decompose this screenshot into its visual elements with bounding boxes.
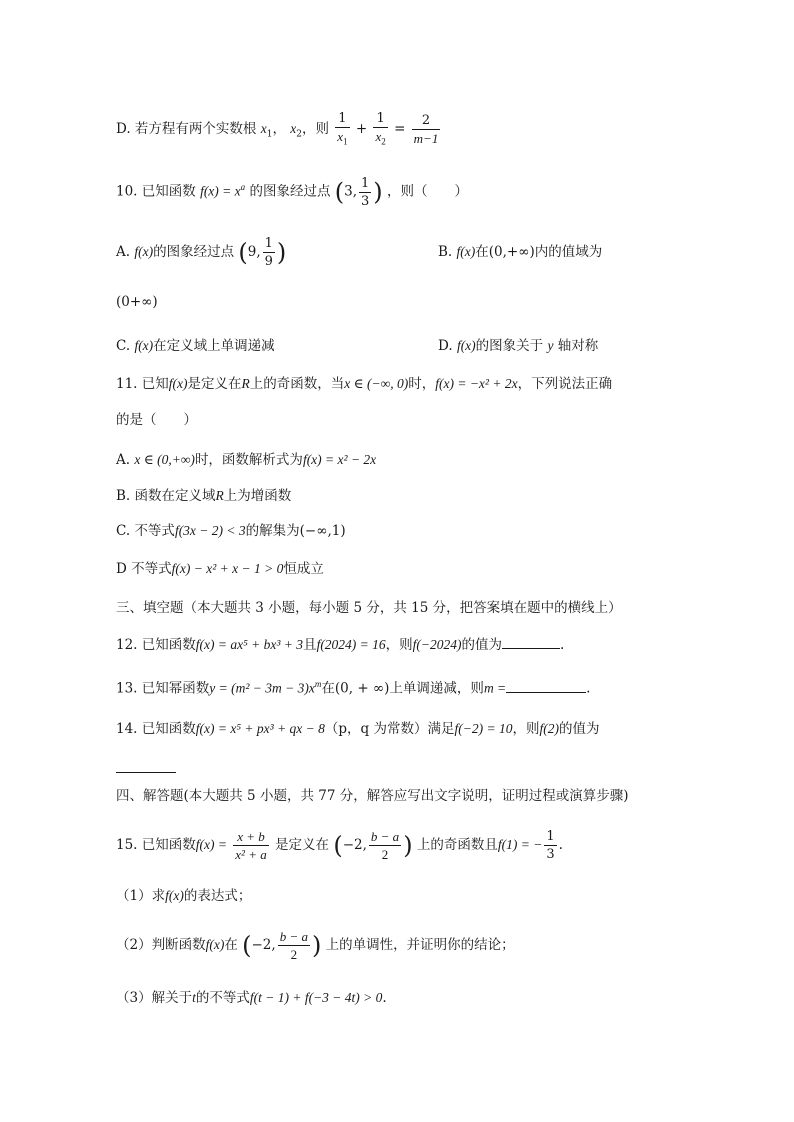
q11-b: 是定义在 [187, 376, 242, 392]
q15-paren-r: ) [403, 831, 413, 860]
q15-p2-int-den: 2 [278, 945, 310, 961]
q9d-frac2-den [373, 127, 387, 147]
q11-option-a [116, 449, 376, 471]
q15-p3-label: （3）解关于 [116, 990, 193, 1006]
q14-answer-blank[interactable] [116, 772, 176, 773]
q11-expr: f(x) = −x² + 2x [435, 376, 518, 391]
q12 [116, 634, 564, 656]
q11-c-text1: 不等式 [134, 523, 175, 539]
q10-a-den: 9 [264, 254, 273, 269]
q11-line2 [116, 409, 197, 431]
q15-stem [116, 828, 563, 863]
q9d-eq: = [394, 120, 406, 137]
q10-c-func: f(x) [134, 338, 154, 353]
q10-mid: 的图象经过点 [249, 183, 331, 200]
q15-cond-frac [544, 830, 556, 861]
q10-c-label: C. [116, 338, 131, 354]
q9d-frac1-den-var: x [337, 129, 344, 144]
q11-a: 11. 已知 [116, 376, 169, 392]
q10-a-func: f(x) [134, 244, 154, 259]
q10-tail: ，则（ ） [386, 183, 468, 200]
q10-paren-l: ( [334, 178, 345, 206]
q14-cond: f(−2) = 10 [454, 721, 513, 736]
q13-ask: m = [483, 680, 507, 696]
q15-paren-l: ( [333, 831, 343, 860]
q9d-frac1 [335, 112, 349, 147]
q10-pt-num: 1 [361, 175, 370, 191]
q12-expr: f(x) = ax⁵ + bx³ + 3 [195, 637, 304, 652]
q11-d: 时， [408, 376, 436, 392]
q15-p2-text1: 在 [224, 937, 238, 953]
q10-b-func: f(x) [456, 244, 476, 259]
q10-a-num: 1 [264, 236, 273, 251]
q9d-sub2: 2 [296, 129, 302, 140]
q10-d-text1: 的图象关于 [475, 338, 544, 354]
q15-p2-paren-r: ) [311, 931, 322, 960]
q10-func: f(x) = x [200, 183, 241, 199]
q14-c: ，则 [512, 721, 540, 737]
q15-cond-den: 3 [546, 847, 555, 862]
q15-p2-func: f(x) [205, 937, 225, 952]
q13-expr-x: x [308, 680, 315, 696]
q9d-x2: x [290, 120, 297, 136]
q9d-comma: ， [272, 120, 286, 137]
q10-pt-den: 3 [361, 193, 370, 209]
q15-cond: f(1) = − [497, 837, 543, 852]
q15-p2-paren-l: ( [242, 931, 252, 960]
q14 [116, 718, 599, 740]
q9-option-d [116, 112, 442, 149]
q13 [116, 673, 590, 700]
q14-expr: f(x) = x⁵ + px³ + qx − 8 [195, 721, 325, 736]
q11-d-label: D [116, 561, 127, 577]
q9d-prefix: D. 若方程有两个实数根 [116, 120, 257, 137]
q15-c: 上的奇函数且 [416, 837, 498, 853]
q10-option-b [438, 240, 602, 264]
q10-a-paren-l: ( [238, 238, 248, 267]
q11-R: R [241, 376, 250, 391]
q11-a-expr: f(x) = x² − 2x [302, 452, 377, 467]
q13-expr-left: y = (m² − 3m − 3) [209, 680, 309, 696]
q15-p1-label: （1）求 [116, 888, 166, 904]
q15-b: 是定义在 [275, 837, 330, 853]
q10-option-d [438, 334, 598, 358]
q15-p2-int-num: b − a [279, 929, 308, 944]
q15-func: f(x) = [195, 837, 227, 852]
q10-option-b-cont [116, 290, 158, 314]
q15-p2-int-left: −2, [251, 937, 276, 953]
q12-cond: f(2024) = 16 [316, 637, 386, 652]
q10-c-text: 在定义域上单调递减 [153, 338, 275, 354]
q11-d-text1: 不等式 [131, 561, 172, 577]
q11-e: ，下列说法正确 [517, 376, 613, 392]
q15-den: x² + a [235, 847, 267, 862]
q11-b-text2: 上为增函数 [223, 488, 292, 504]
section4-title [116, 785, 628, 807]
q10-d-label: D. [438, 338, 453, 354]
q11-c: 上的奇函数，当 [249, 376, 345, 392]
q15-p2-int-frac [278, 930, 310, 961]
q9d-then: ，则 [302, 120, 329, 137]
q9d-frac3-den: m−1 [413, 130, 439, 146]
q15-p3-var: t [192, 990, 196, 1005]
q15-p3-end: . [382, 990, 387, 1006]
q10-point-frac [359, 177, 371, 208]
q10-a-label: A. [116, 244, 131, 260]
q9d-frac2-num: 1 [376, 111, 385, 126]
q14-ask: f(2) [539, 721, 559, 736]
q13-end: . [586, 680, 591, 697]
q12-ask: f(−2024) [412, 637, 462, 652]
q15-int-left: −2, [342, 837, 367, 853]
q15-part1 [116, 885, 251, 907]
q14-a: 14. 已知函数 [116, 721, 196, 737]
q12-b: 且 [303, 637, 317, 653]
q15-int-den: 2 [369, 845, 401, 861]
q11-b-R: R [215, 488, 224, 503]
q12-end: . [560, 637, 565, 653]
q15-a: 15. 已知函数 [116, 837, 196, 853]
q15-part2 [116, 928, 515, 963]
section3-title-text: 三、填空题（本大题共 3 小题，每小题 5 分，共 15 分，把答案填在题中的横线上） [116, 600, 622, 616]
q10-option-c [116, 334, 275, 358]
q9d-frac3 [412, 114, 441, 145]
q10-a-text: 的图象经过点 [153, 244, 235, 260]
q11-option-d [116, 558, 324, 580]
q15-num: x + b [237, 829, 265, 844]
q10-b-cont: (0+∞) [116, 294, 158, 310]
q9d-frac2-den-sub: 2 [381, 136, 386, 147]
q11-c-text2: 的解集为 [245, 523, 300, 539]
q9d-sub1: 1 [266, 129, 273, 140]
q13-interval: (0, + ∞) [334, 680, 390, 697]
q10-stem [116, 172, 468, 208]
q10-stem-label: 10. 已知函数 [116, 183, 196, 200]
q10-a-frac [263, 237, 275, 268]
q11-cond: x ∈ (−∞, 0) [344, 376, 409, 391]
q11-b-label: B. [116, 488, 131, 504]
q10-b-text2: 内的值域为 [534, 244, 603, 260]
q11-a-text: 时，函数解析式为 [194, 452, 303, 468]
q10-d-var: y [547, 338, 554, 353]
q10-d-func: f(x) [456, 338, 476, 353]
q13-answer-blank[interactable] [506, 678, 586, 693]
q11-line2-text: 的是（ ） [116, 412, 197, 428]
q15-p2-label: （2）判断函数 [116, 937, 206, 953]
q10-option-a [116, 237, 286, 268]
q11-a-label: A. [116, 452, 131, 468]
q12-d: 的值为 [461, 637, 503, 653]
q10-b-label: B. [438, 244, 453, 260]
q12-answer-blank[interactable] [502, 634, 560, 649]
q10-a-paren-r: ) [276, 238, 287, 267]
q15-frac [233, 830, 268, 861]
q10-d-text2: 轴对称 [557, 338, 599, 354]
q14-d: 的值为 [558, 721, 600, 737]
q9d-frac1-den [335, 127, 349, 147]
q12-a: 12. 已知函数 [116, 637, 196, 653]
q15-p1-func: f(x) [165, 888, 184, 903]
q13-expr-exp: m [314, 679, 322, 689]
q13-c: 上单调递减，则 [389, 680, 484, 697]
q11-option-b [116, 485, 291, 507]
q11-b-text1: 函数在定义域 [134, 488, 216, 504]
q15-p1-text: 的表达式； [183, 888, 252, 904]
q15-cond-num: 1 [546, 829, 555, 844]
q9d-plus: + [355, 120, 368, 137]
q15-int-num: b − a [370, 829, 400, 844]
q11-option-c [116, 520, 346, 542]
q9d-frac1-den-sub: 1 [343, 136, 348, 147]
q13-b: 在 [321, 680, 335, 697]
q9d-x1: x [260, 120, 267, 136]
q11-c-set: (−∞,1) [299, 523, 346, 539]
q15-part3 [116, 987, 387, 1009]
q9d-frac2 [373, 112, 387, 147]
q11-line1 [116, 373, 612, 395]
q9d-frac1-num: 1 [338, 111, 347, 126]
q15-end: . [558, 837, 563, 853]
q10-exp: a [240, 182, 246, 192]
q11-a-cond: x ∈ (0,+∞) [134, 452, 195, 467]
q12-c: ，则 [385, 637, 413, 653]
q11-d-text2: 恒成立 [283, 561, 324, 577]
section4-title-text: 四、解答题(本大题共 5 小题，共 77 分，解答应写出文字说明，证明过程或演算步骤) [116, 788, 629, 804]
q15-p3-expr: f(t − 1) + f(−3 − 4t) > 0 [249, 990, 383, 1005]
q10-paren-r: ) [373, 178, 383, 206]
q13-a: 13. 已知幂函数 [116, 680, 210, 697]
q11-c-label: C. [116, 523, 131, 539]
q10-b-interval: (0,+∞) [488, 244, 535, 260]
q10-point-left: 3, [344, 183, 358, 200]
q11-c-expr: f(3x − 2) < 3 [174, 523, 246, 538]
q15-p2-text2: 上的单调性，并证明你的结论； [325, 937, 515, 953]
q10-b-text1: 在 [475, 244, 489, 260]
section3-title [116, 597, 622, 619]
q9d-frac3-num: 2 [421, 112, 431, 128]
q15-p3-text: 的不等式 [195, 990, 250, 1006]
q9d-frac2-den-var: x [375, 129, 382, 144]
q10-a-pt: 9, [247, 244, 261, 260]
q11-func: f(x) [168, 376, 188, 391]
q14-b: （p，q 为常数）满足 [324, 721, 455, 737]
q15-int-frac [369, 830, 401, 861]
q11-d-expr: f(x) − x² + x − 1 > 0 [171, 561, 284, 576]
